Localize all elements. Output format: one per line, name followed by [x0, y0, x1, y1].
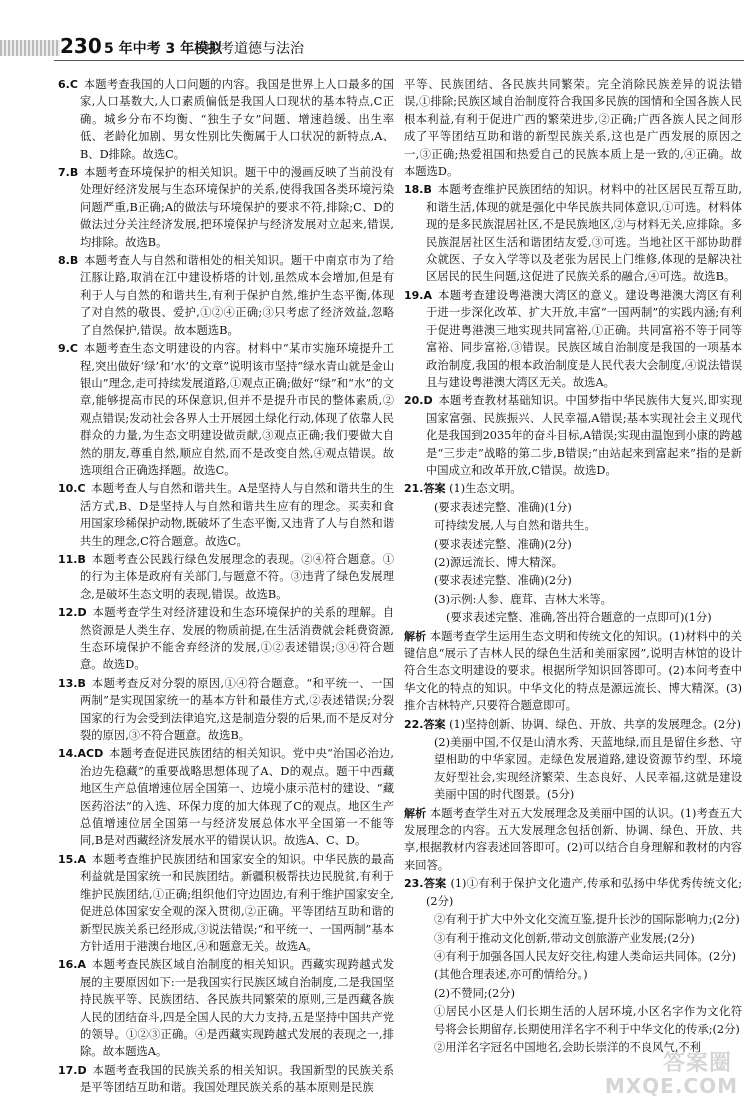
continued-answer-17: 平等、民族团结、各民族共同繁荣。完全消除民族差异的说法错误,①排除;民族区域自治制度符合我国多民族的国情和全国各族人民根本利益,有利于促进广西的繁荣进步,②正确;广西各族人民之间形成了平等团结互助和谐的新型民族关系,这也是广西发展的原因之一,③正确;热爱祖国和热爱自己的民族本质上是一致的,④正确。故本题选D。	[404, 78, 742, 179]
answer-text: 本题考查反对分裂的原因,①④符合题意。“和平统一、一国两制”是实现国家统一的基本方针和最佳方式,②表述错误;分裂国家的行为会受到法律追究,这是制造分裂的后果,而不是反对分裂的原因,③不符合题意。故选B。	[80, 676, 394, 743]
answer-label: 答案	[423, 877, 447, 891]
answer-item	[58, 1062, 394, 1096]
answer-text: 本题考查生态文明建设的内容。材料中“某市实施环境提升工程,突出做好‘绿’和‘水’的文章”说明该市坚持“绿水青山就是金山银山”理念,走可持续发展道路,①观点正确;做好“绿”和“水”的文章,能够提高市民的环保意识,但并不是提升市民的整体素质,②观点错误;发动社会各界人士开展园土绿化行动,体现了依靠人民群众的力量,为生态文明建设做贡献,③观点正确;我们要做大自然的朋友,尊重自然,顺应自然,而不是改变自然,④观点错误。故选项组合正确选择题。故选C。	[80, 342, 394, 477]
answer-text: 本题考查维护民族团结和国家安全的知识。中华民族的最高利益就是国家统一和民族团结。新疆积极帮扶边民脱贫,有利于维护民族团结,①正确;组织他们守边固边,有利于维护国家安全,促进总体国家安全观的深入贯彻,②正确。平等团结互助和谐的新型民族关系已经形成,③说法错误;“和平统一、一国两制”基本方针适用于港澳台地区,④和题意无关。故选A。	[80, 852, 394, 953]
answer-item	[58, 675, 394, 745]
answer-item	[58, 164, 394, 251]
answer-item	[404, 287, 742, 391]
answer-line: (要求表述完整、准确)(2分)	[434, 537, 572, 551]
analysis-label: 解析	[404, 806, 427, 820]
question-number: 20.D	[404, 394, 433, 408]
analysis-21	[404, 628, 742, 715]
page-number: 230	[60, 34, 102, 58]
answer-text: 本题考查人与自然和谐相处的相关知识。题干中南京市为了给江豚让路,取消在江中建设桥塔的计划,虽然成本会增加,但是有利于人与自然的和谐共生,有利于保护自然,维护生态平衡,体现了对自然的敬畏、爱护,①②④正确;③只考虑了经济效益,忽略了自然保护,错误。故本题选B。	[80, 254, 394, 337]
question-number: 10.C	[58, 482, 86, 496]
answer-label: 答案	[423, 717, 446, 731]
answer-line: (2)不赞同;(2分)	[434, 986, 515, 1000]
header-decoration	[0, 40, 60, 56]
answer-line: ③有利于推动文化创新,带动文创旅游产业发展;(2分)	[434, 931, 695, 945]
question-number: 16.A	[58, 958, 86, 972]
analysis-label: 解析	[404, 629, 427, 643]
answer-item	[58, 76, 394, 163]
answer-line: (1)①有利于保护文化遗产,传承和弘扬中华优秀传统文化;(2分)	[426, 877, 742, 908]
question-number: 18.B	[404, 183, 432, 197]
question-number: 7.B	[58, 166, 79, 180]
answer-line: (3)示例:人参、鹿茸、吉林大米等。	[434, 592, 612, 606]
answer-line: ②用洋名字冠名中国地名,会助长崇洋的不良风气,不利	[434, 1040, 702, 1054]
question-number: 19.A	[404, 288, 432, 302]
answer-line: (要求表述完整、准确)(1分)	[434, 500, 572, 514]
question-number: 15.A	[58, 852, 86, 866]
answer-item	[404, 392, 742, 479]
answer-text: 本题考查民族区域自治制度的相关知识。西藏实现跨越式发展的主要原因如下:一是我国实行民族区域自治制度,二是我国坚持民族平等、民族团结、各民族共同繁荣的原则,三是西藏各族人民的团结奋斗,四是全国人民的大力支持,五是坚持中国共产党的领导。①②③正确。④是西藏实现跨越式发展的表现之一,排除。故本题选A。	[80, 958, 394, 1059]
right-column	[404, 76, 742, 1096]
question-number: 23.	[404, 877, 424, 891]
answer-text: 本题考查促进民族团结的相关知识。党中央“治国必治边,治边先稳藏”的重要战略思想体现了A、D的观点。题干中西藏地区生产总值增速位居全国第一、边境小康示范村的建设、“藏医药浴法”的入选、环保力度的加大体现了C的观点。地区生产总值增速位居全国第一与经济发展总体水平全国第一不能等同,B是对西藏经济发展水平的错误认识。故选A、C、D。	[80, 747, 394, 848]
answer-line: (其他合理表述,亦可酌情给分。)	[434, 968, 588, 982]
question-number: 9.C	[58, 342, 78, 356]
answer-label: 答案	[423, 482, 446, 496]
question-number: 22.	[404, 717, 424, 731]
answer-item	[58, 551, 394, 603]
analysis-22	[404, 805, 742, 875]
left-column	[58, 76, 394, 1096]
answer-line: (2)源远流长、博大精深。	[434, 555, 563, 569]
analysis-text: 本题考查学生对五大发展理念及美丽中国的认识。(1)考查五大发展理念的内容。五大发展理念包括创新、协调、绿色、开放、共享,根据教材内容表述回答即可。(2)可以结合自身理解和教材的内容来回答。	[404, 806, 742, 872]
watermark-logo-text: 答案圈	[662, 1051, 732, 1076]
header-rule	[54, 60, 744, 61]
answer-text: 本题考查维护民族团结的知识。材料中的社区居民互帮互助,和谐生活,体现的就是强化中华民族共同体意识,①可选。材料体现的是多民族混居社区,不是民族地区,②与材料无关,应排除。多民族混居社区生活和谐团结友爱,③可选。当地社区干部协助群众就医、子女入学等以及老张为居民上门维修,体现的是解决社区居民的民生问题,这促进了民族关系的融合,④可选。故选B。	[426, 183, 742, 284]
answer-line: (1)坚持创新、协调、绿色、开放、共享的发展理念。(2分)	[449, 717, 741, 731]
answer-text: 本题考查环境保护的相关知识。题干中的漫画反映了当前没有处理好经济发展与生态环境保护的关系,使得我国各类环境污染问题严重,B正确;A的做法与环境保护的要求不符,排除;C、D的做法过分关注经济发展,把环境保护与经济发展对立起来,错误,均排除。故选B。	[80, 166, 394, 249]
site-watermark	[602, 1046, 742, 1102]
answer-line: (1)生态文明。	[449, 482, 522, 496]
answer-item	[58, 851, 394, 955]
answer-text: 本题考查我国的民族关系的相关知识。我国新型的民族关系是平等团结互助和谐。我国处理民族关系的基本原则是民族	[80, 1063, 394, 1095]
answer-item	[58, 604, 394, 674]
watermark-url: MXQE.COM	[604, 1074, 738, 1098]
question-number: 14.ACD	[58, 747, 104, 761]
answer-text: 本题考查教材基础知识。中国梦指中华民族伟大复兴,即实现国家富强、民族振兴、人民幸福,A错误;基本实现社会主义现代化是我国到2035年的奋斗目标,A错误;实现由温饱到小康的跨越是“三步走”战略的第二步,B错误;“由站起来到富起来”指的是新中国成立和改革开放,C错误。故选D。	[426, 394, 742, 477]
answer-line: ②有利于扩大中外文化交流互鉴,提升长沙的国际影响力;(2分)	[434, 913, 740, 927]
answer-item	[58, 745, 394, 849]
answer-item	[58, 956, 394, 1060]
analysis-text: 本题考查学生运用生态文明和传统文化的知识。(1)材料中的关键信息“展示了吉林人民的绿色生活和美丽家园”,说明吉林馆的设计符合生态文明建设的要求。根据所学知识回答即可。(2)本问考查中华文化的特点的知识。中华文化的特点是源远流长、博大精深。(3)推介吉林特产,只要符合题意即可。	[404, 629, 742, 713]
answer-text: 本题考查公民践行绿色发展理念的表现。②④符合题意。①的行为主体是政府有关部门,与题意不符。③违背了绿色发展理念,是破坏生态文明的表现,错误。故选B。	[80, 552, 394, 601]
answer-line: 可持续发展,人与自然和谐共生。	[434, 519, 596, 533]
answer-line: ④有利于加强各国人民友好交往,构建人类命运共同体。(2分)	[434, 949, 737, 963]
answer-text: 本题考查人与自然和谐共生。A是坚持人与自然和谐共生的生活方式,B、D是坚持人与自然和谐共生应有的理念。买卖和食用国家珍稀保护动物,既破坏了生态平衡,又违背了人与自然和谐共生的理念,C符合题意。故选C。	[80, 482, 394, 548]
question-number: 11.B	[58, 552, 86, 566]
book-series: 5 年中考 3 年模拟	[104, 41, 223, 57]
answer-item	[58, 340, 394, 479]
question-number: 6.C	[58, 78, 78, 91]
answer-21	[404, 480, 742, 497]
answer-line: (要求表述完整、准确)(2分)	[434, 574, 572, 588]
answer-22	[404, 716, 742, 733]
answer-text: 本题考查建设粤港澳大湾区的意义。建设粤港澳大湾区有利于进一步深化改革、扩大开放,丰富“一国两制”的实践内涵;有利于促进粤港澳三地实现共同富裕,①正确。共同富裕不等于同等富裕、同步富裕,③错误。民族区域自治制度是我国的一项基本政治制度,我国的根本政治制度是人民代表大会制度,④说法错误且与建设粤港澳大湾区无关。故选A。	[426, 288, 742, 389]
answer-text: 本题考查学生对经济建设和生态环境保护的关系的理解。自然资源是人类生存、发展的物质前提,在生活消费就会耗费资源,生态环境保护不能舍弃经济的发展,①②表述错误;③④符合题意。故选D。	[80, 606, 394, 672]
answer-line: (要求表述完整、准确,答出符合题意的一点即可)(1分)	[446, 611, 712, 625]
question-number: 8.B	[58, 254, 79, 268]
answer-line: ①居民小区是人们长期生活的人居环境,小区名字作为文化符号将会长期留存,长期使用洋名字不利于中华文化的传承;(2分)	[434, 1005, 742, 1036]
answer-item	[58, 252, 394, 339]
question-number: 21.	[404, 482, 424, 496]
question-number: 13.B	[58, 676, 86, 690]
answer-line: (2)美丽中国,不仅是山清水秀、天蓝地绿,而且是留住乡愁、守望相助的中华家园。走绿色发展道路,建设资源节约型、环境友好型社会,实现经济繁荣、生态良好、人民幸福,这就是建设美丽中国的时代图景。(5分)	[434, 736, 742, 802]
answer-item	[404, 181, 742, 285]
question-number: 12.D	[58, 606, 87, 620]
answer-item	[58, 480, 394, 550]
book-subject: 中考道德与法治	[206, 41, 304, 57]
answer-23	[404, 875, 742, 910]
answer-text: 本题考查我国的人口问题的内容。我国是世界上人口最多的国家,人口基数大,人口素质偏低是我国人口现状的基本特点,C正确。城乡分布不均衡、“独生子女”问题、增速趋缓、出生率低、老龄化加剧、男女性别比失衡属于人口状况的新特点,A、B、D排除。故选C。	[80, 78, 394, 161]
page-header	[0, 0, 750, 62]
question-number: 17.D	[58, 1063, 87, 1077]
